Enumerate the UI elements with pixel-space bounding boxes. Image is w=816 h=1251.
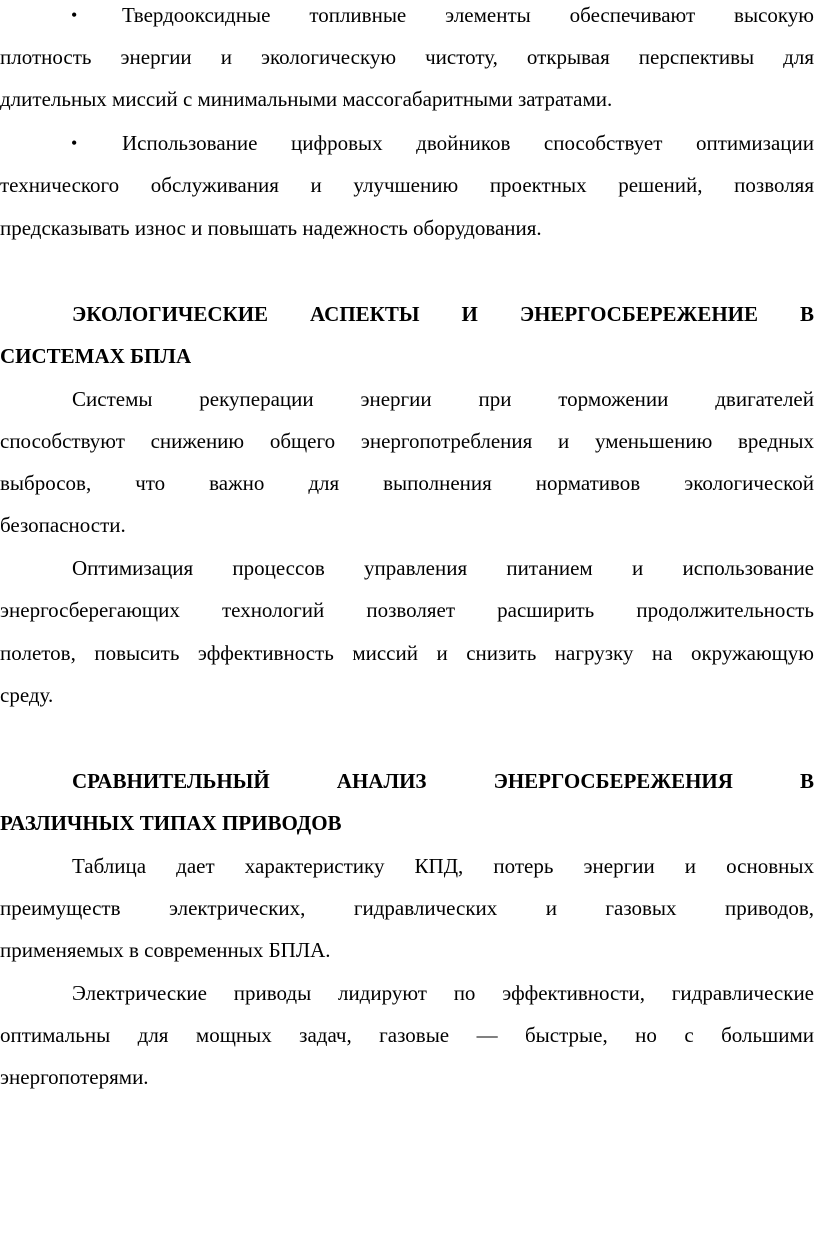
paragraph-line: плотность энергии и экологическую чистоту, открывая перспективы для [0, 45, 814, 69]
paragraph-line: преимуществ электрических, гидравлических и газовых приводов, [0, 896, 814, 920]
paragraph-line: выбросов, что важно для выполнения нормативов экологической [0, 471, 814, 495]
paragraph-line: безопасности. [0, 513, 126, 537]
bullet-first-line [0, 122, 814, 164]
paragraph-line: технического обслуживания и улучшению проектных решений, позволяя [0, 173, 814, 197]
bullet-icon: • [71, 5, 78, 25]
paragraph-line: Оптимизация процессов управления питанием и использование [72, 556, 814, 580]
paragraph-line: предсказывать износ и повышать надежность оборудования. [0, 216, 542, 240]
heading-line: СИСТЕМАХ БПЛА [0, 344, 192, 368]
bullet-text-line: Использование цифровых двойников способствует оптимизации [122, 131, 814, 155]
heading-line: СРАВНИТЕЛЬНЫЙ АНАЛИЗ ЭНЕРГОСБЕРЕЖЕНИЯ В [72, 769, 814, 793]
paragraph-line: оптимальны для мощных задач, газовые — быстрые, но с большими [0, 1023, 814, 1047]
bullet-icon: • [71, 133, 78, 153]
paragraph-line: энергопотерями. [0, 1065, 149, 1089]
paragraph-line: энергосберегающих технологий позволяет расширить продолжительность [0, 598, 814, 622]
bullet-first-line [0, 0, 814, 36]
paragraph-line: Таблица дает характеристику КПД, потерь энергии и основных [72, 854, 814, 878]
paragraph-line: среду. [0, 683, 54, 707]
paragraph-line: Системы рекуперации энергии при торможении двигателей [72, 387, 814, 411]
paragraph-line: Электрические приводы лидируют по эффективности, гидравлические [72, 981, 814, 1005]
heading-line: РАЗЛИЧНЫХ ТИПАХ ПРИВОДОВ [0, 811, 342, 835]
paragraph-line: длительных миссий с минимальными массогабаритными затратами. [0, 87, 613, 111]
paragraph-line: полетов, повысить эффективность миссий и снизить нагрузку на окружающую [0, 641, 814, 665]
paragraph-line: способствуют снижению общего энергопотребления и уменьшению вредных [0, 429, 814, 453]
paragraph-line: применяемых в современных БПЛА. [0, 938, 331, 962]
heading-line: ЭКОЛОГИЧЕСКИЕ АСПЕКТЫ И ЭНЕРГОСБЕРЕЖЕНИЕ В [72, 302, 814, 326]
bullet-text-line: Твердооксидные топливные элементы обеспечивают высокую [122, 3, 814, 27]
